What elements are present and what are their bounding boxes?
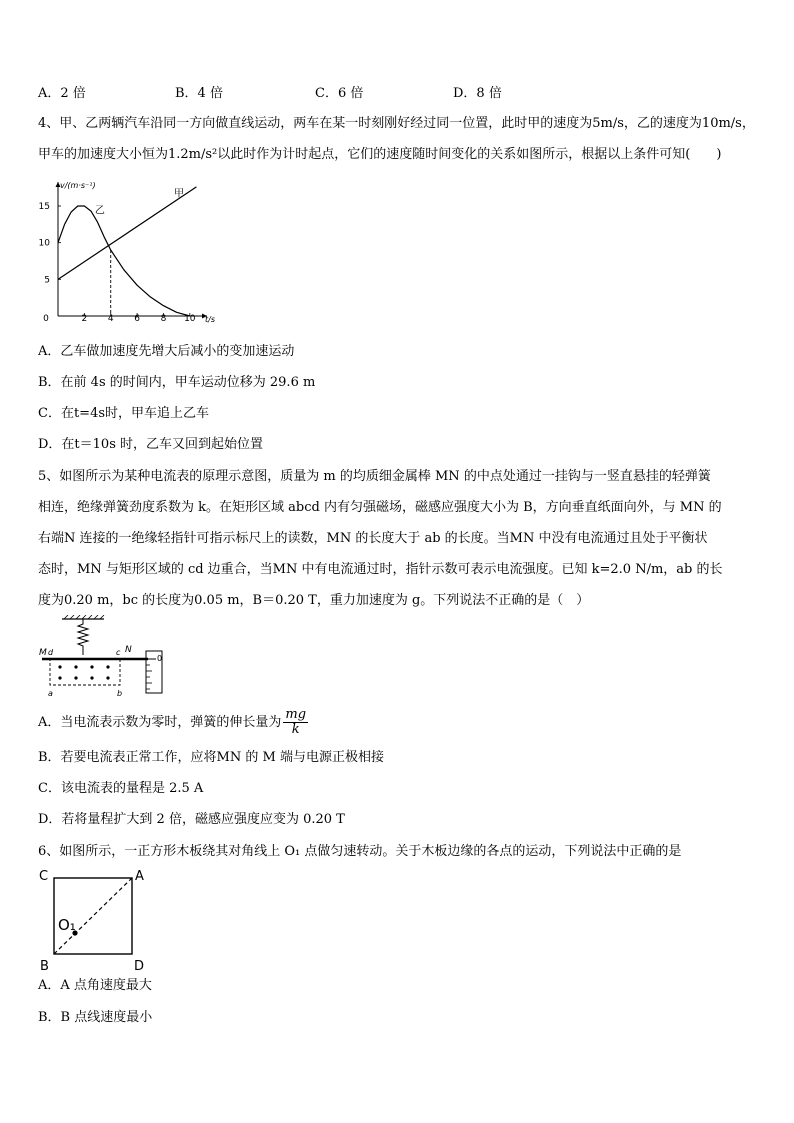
- q5-stem-line2: 相连，绝缘弹簧劲度系数为 k。在矩形区域 abcd 内有匀强磁场，磁感应强度大小为 B，方向垂直纸面向外，与 MN 的: [38, 500, 722, 515]
- label-n: N: [125, 645, 132, 655]
- fraction-numerator: mg: [285, 707, 307, 722]
- series-jia-label: 甲: [174, 188, 184, 200]
- q6-stem: 6、如图所示，一正方形木板绕其对角线上 O₁ 点做匀速转动。关于木板边缘的各点的运动，下列说法中正确的是: [38, 844, 682, 859]
- x-tick-label: 4: [107, 314, 114, 324]
- choice-a: A．2 倍: [38, 86, 86, 101]
- q4-option-d: D．在t＝10s 时，乙车又回到起始位置: [38, 437, 263, 452]
- q4-option-c: C．在t=4s时，甲车追上乙车: [38, 406, 210, 421]
- previous-question-choices: [38, 82, 598, 100]
- q5-stem-line4: 态时，MN 与矩形区域的 cd 边重合，当MN 中有电流通过时，指针示数可表示电流强度。已知 k=2.0 N/m，ab 的长: [38, 562, 723, 577]
- x-tick-label: 2: [81, 314, 88, 324]
- label-b: b: [117, 689, 123, 698]
- q5-stem-line5: 度为0.20 m，bc 的长度为0.05 m，B＝0.20 T，重力加速度为 g。下列说法不正确的是（ ）: [38, 593, 590, 608]
- q4-option-b: B．在前 4s 的时间内，甲车运动位移为 29.6 m: [38, 375, 316, 390]
- fraction-denominator: k: [291, 722, 300, 737]
- choice-c: C．6 倍: [315, 86, 364, 101]
- label-c-corner: C: [39, 869, 49, 884]
- label-d: d: [48, 648, 54, 657]
- fraction-mg-over-k: [283, 708, 308, 737]
- label-m: M: [39, 648, 47, 658]
- y-axis-label: v/(m·s⁻¹): [60, 181, 96, 190]
- series-jia-line: [58, 187, 196, 279]
- y-tick-label: 10: [38, 238, 50, 249]
- y-tick-label: 5: [44, 275, 50, 286]
- q4-option-a: A．乙车做加速度先增大后减小的变加速运动: [38, 344, 295, 359]
- scale-ticks: [146, 659, 152, 689]
- q5-option-b: B．若要电流表正常工作，应将MN 的 M 端与电源正极相接: [38, 750, 384, 765]
- x-tick-label: 6: [134, 314, 140, 324]
- spring: [78, 619, 88, 655]
- q4-stem-line2: 甲车的加速度大小恒为1.2m/s²以此时作为计时起点，它们的速度随时间变化的关系如图所示，根据以上条件可知( ): [38, 147, 722, 162]
- q5-option-a-text: A．当电流表示数为零时，弹簧的伸长量为: [38, 715, 282, 730]
- x-tick-label: 0: [43, 314, 49, 324]
- label-d-corner: D: [134, 959, 145, 974]
- magnetic-region-abcd: [50, 659, 120, 685]
- field-dots: [58, 665, 109, 679]
- square-board-diagram: [38, 866, 168, 974]
- label-c: c: [116, 648, 121, 657]
- velocity-time-chart: [38, 178, 218, 330]
- label-b-corner: B: [40, 959, 49, 974]
- choice-d: D．8 倍: [453, 86, 502, 101]
- q5-option-c: C．该电流表的量程是 2.5 A: [38, 781, 204, 796]
- x-axis-label: t/s: [205, 315, 215, 324]
- x-tick-label: 10: [184, 314, 196, 324]
- q5-option-a: [38, 708, 308, 737]
- y-tick-label: 15: [38, 202, 50, 212]
- q5-option-d: D．若将量程扩大到 2 倍，磁感应强度应变为 0.20 T: [38, 812, 345, 827]
- choice-b: B．4 倍: [175, 86, 223, 101]
- q6-option-b: B．B 点线速度最小: [38, 1010, 153, 1025]
- ammeter-diagram: [38, 615, 168, 700]
- label-a-corner: A: [135, 869, 144, 884]
- scale-zero-label: 0: [157, 654, 163, 663]
- q5-stem-line3: 右端N 连接的一绝缘轻指针可指示标尺上的读数，MN 的长度大于 ab 的长度。当MN 中没有电流通过且处于平衡状: [38, 531, 708, 546]
- series-yi-label: 乙: [94, 205, 105, 217]
- q5-stem-line1: 5、如图所示为某种电流表的原理示意图，质量为 m 的均质细金属棒 MN 的中点处通过一挂钩与一竖直悬挂的轻弹簧: [38, 469, 711, 484]
- q6-option-a: A．A 点角速度最大: [38, 978, 152, 993]
- label-a: a: [48, 689, 53, 698]
- label-o1: O₁: [58, 916, 76, 934]
- x-tick-label: 8: [160, 314, 167, 324]
- q4-stem-line1: 4、甲、乙两辆汽车沿同一方向做直线运动，两车在某一时刻刚好经过同一位置，此时甲的速度为5m/s，乙的速度为10m/s，: [38, 116, 755, 131]
- series-yi-curve: [58, 206, 190, 316]
